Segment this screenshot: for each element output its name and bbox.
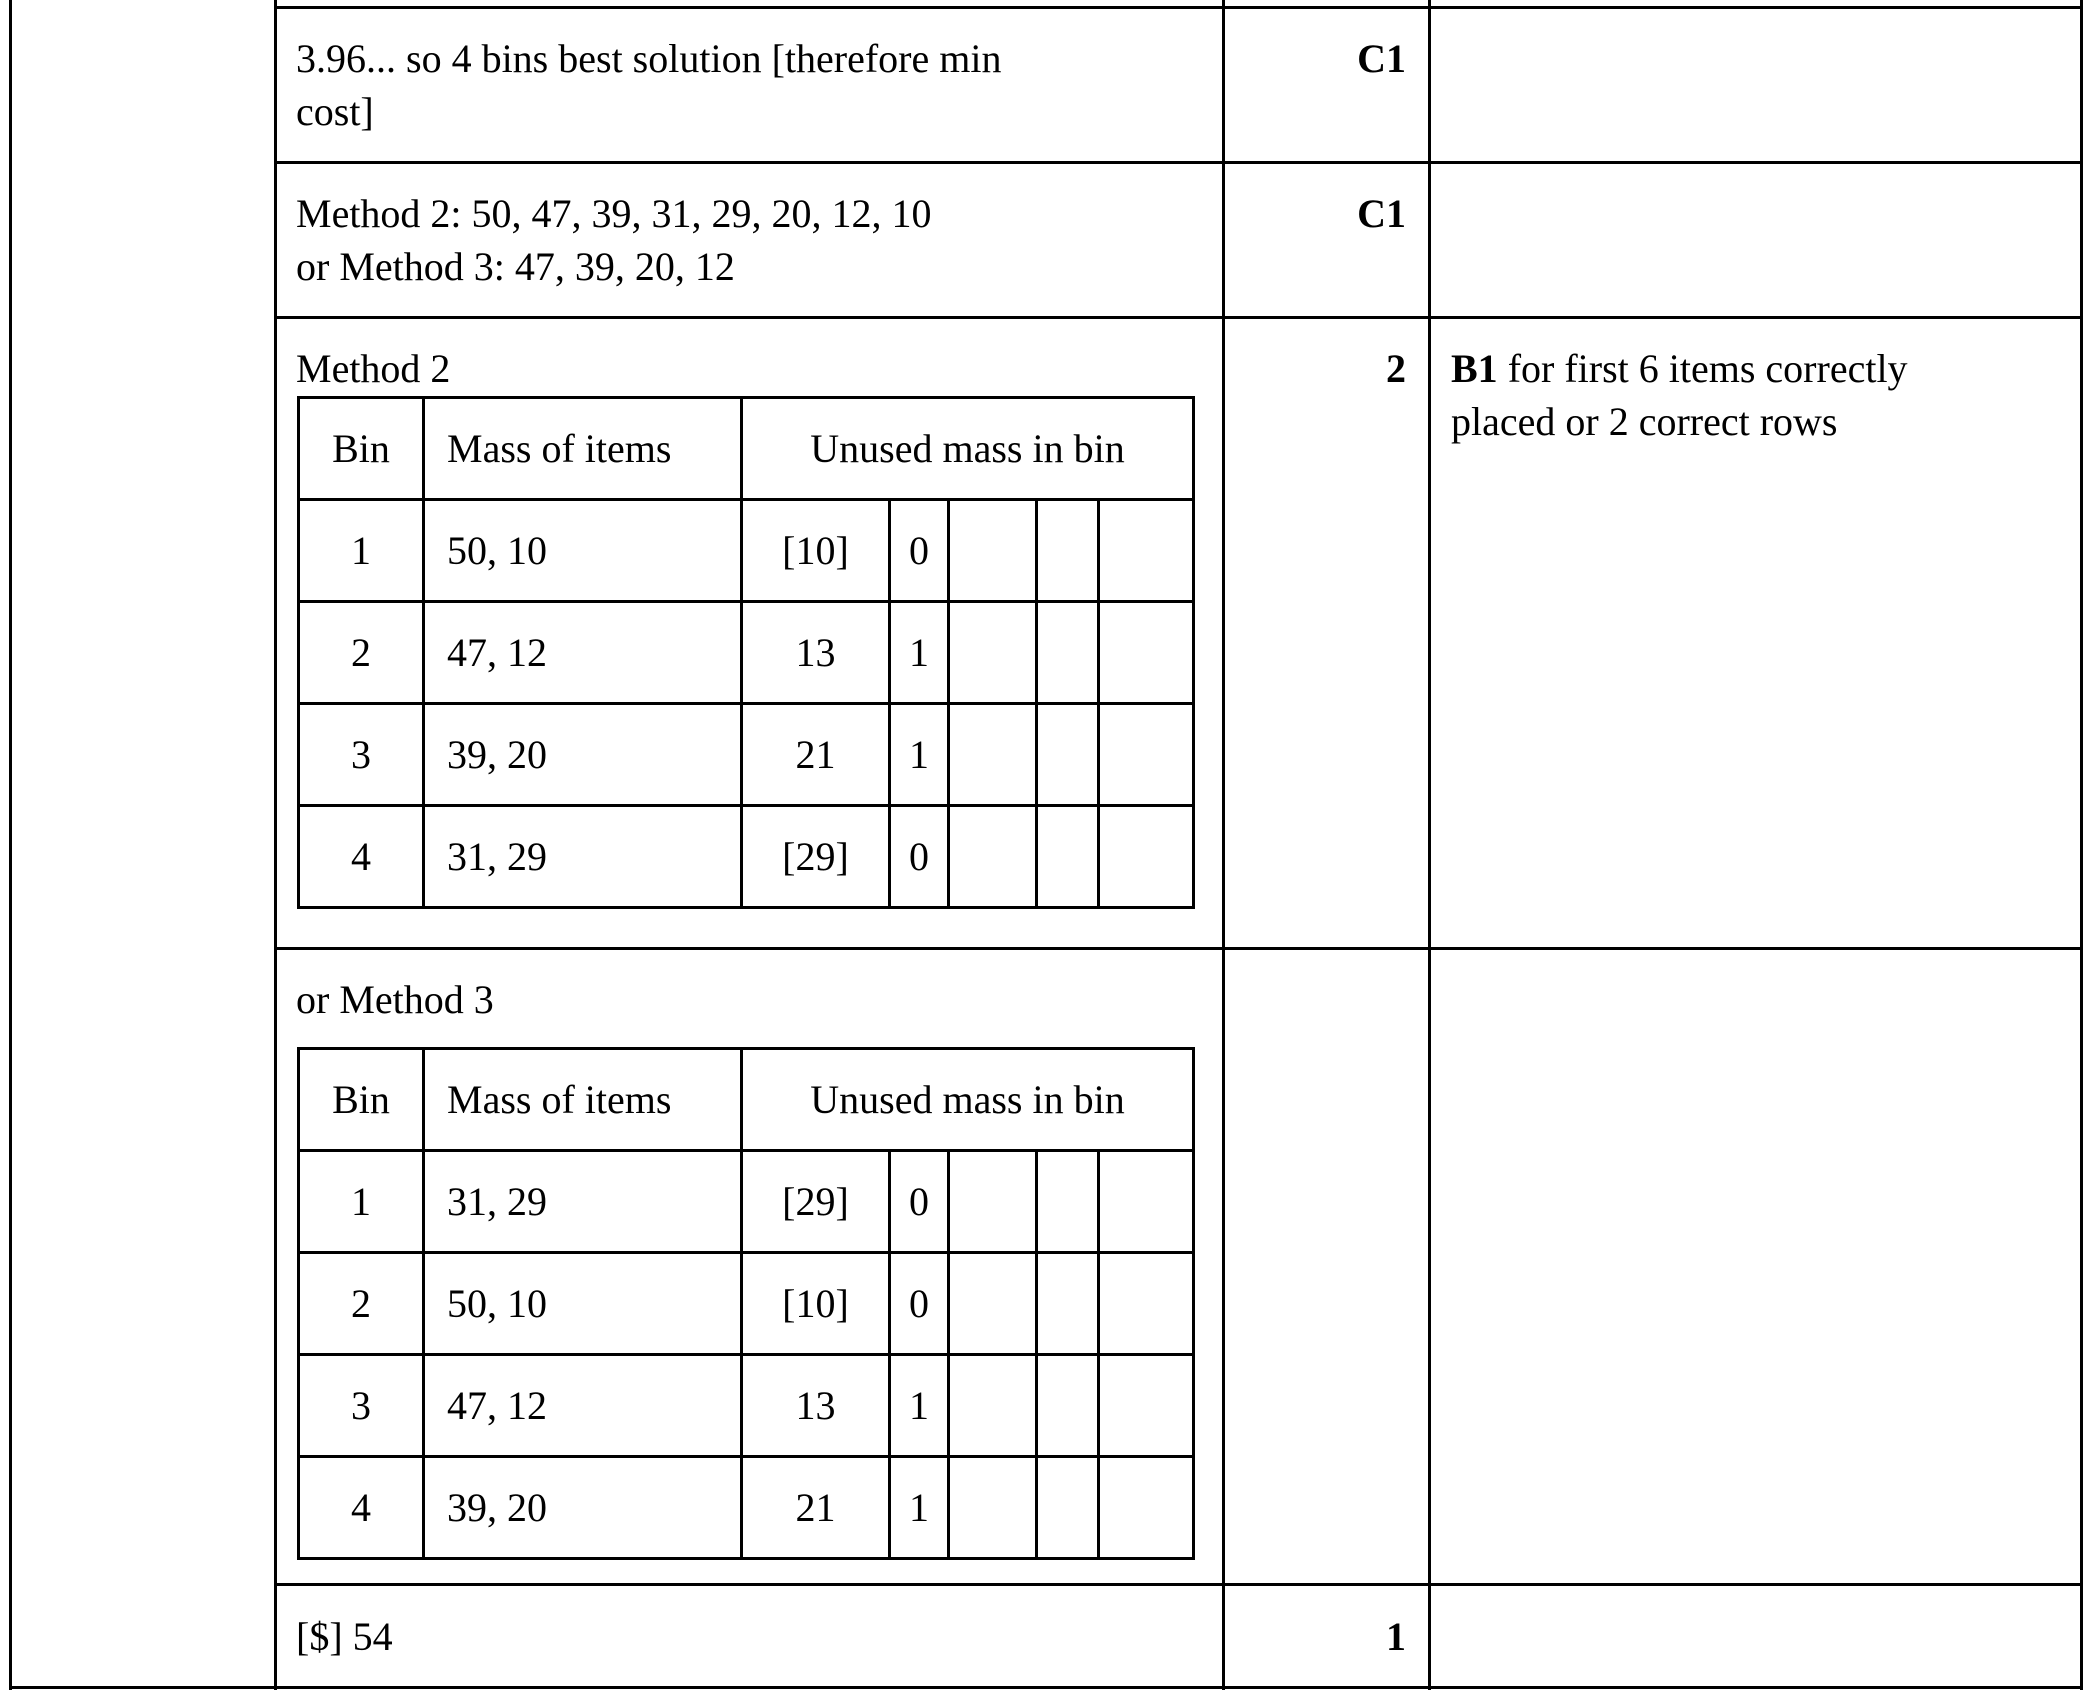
- method3-bin-table: [297, 1047, 1195, 1560]
- header-mass: Mass of items: [424, 1049, 742, 1151]
- header-bin: Bin: [299, 1049, 424, 1151]
- unused-4: [1037, 806, 1099, 908]
- unused-5: [1099, 704, 1194, 806]
- row-divider: [276, 161, 2082, 164]
- unused-2: 1: [890, 602, 949, 704]
- unused-4: [1037, 602, 1099, 704]
- table-row: [299, 1457, 1194, 1559]
- unused-5: [1099, 1253, 1194, 1355]
- guidance-mark-code: B1: [1451, 346, 1498, 391]
- unused-3: [949, 806, 1037, 908]
- header-mass: Mass of items: [424, 398, 742, 500]
- unused-2: 1: [890, 1457, 949, 1559]
- unused-3: [949, 704, 1037, 806]
- bin-number: 3: [299, 704, 424, 806]
- unused-4: [1037, 1355, 1099, 1457]
- unused-3: [949, 1253, 1037, 1355]
- bin-number: 4: [299, 806, 424, 908]
- method2-label: Method 2: [296, 346, 451, 391]
- unused-4: [1037, 1151, 1099, 1253]
- unused-4: [1037, 704, 1099, 806]
- unused-2: 0: [890, 1151, 949, 1253]
- unused-3: [949, 602, 1037, 704]
- table-row: [299, 500, 1194, 602]
- unused-5: [1099, 602, 1194, 704]
- unused-5: [1099, 500, 1194, 602]
- unused-4: [1037, 1253, 1099, 1355]
- unused-3: [949, 1355, 1037, 1457]
- table-row: [299, 806, 1194, 908]
- unused-1: [10]: [742, 500, 890, 602]
- bin-number: 3: [299, 1355, 424, 1457]
- unused-1: 21: [742, 1457, 890, 1559]
- unused-4: [1037, 500, 1099, 602]
- frame-bottom-border: [9, 1686, 2083, 1689]
- marks-column-divider: [1428, 0, 1431, 1690]
- unused-3: [949, 1457, 1037, 1559]
- bin-masses: 31, 29: [424, 1151, 742, 1253]
- row5-mark: 1: [1386, 1614, 1406, 1659]
- table-row: [299, 704, 1194, 806]
- bin-masses: 50, 10: [424, 500, 742, 602]
- table-row: [299, 602, 1194, 704]
- row-divider: [276, 6, 2082, 9]
- row3-mark: 2: [1386, 346, 1406, 391]
- bin-masses: 47, 12: [424, 1355, 742, 1457]
- row-divider: [276, 947, 2082, 950]
- unused-2: 1: [890, 1355, 949, 1457]
- bin-number: 2: [299, 1253, 424, 1355]
- bin-number: 1: [299, 500, 424, 602]
- unused-4: [1037, 1457, 1099, 1559]
- row3-guidance-notes: [1451, 342, 2061, 448]
- bin-masses: 39, 20: [424, 1457, 742, 1559]
- bin-masses: 47, 12: [424, 602, 742, 704]
- row2-answer-line1: Method 2: 50, 47, 39, 31, 29, 20, 12, 10: [296, 191, 932, 236]
- bin-number: 4: [299, 1457, 424, 1559]
- row1-answer-line1: 3.96... so 4 bins best solution [therefore min: [296, 36, 1002, 81]
- bin-masses: 31, 29: [424, 806, 742, 908]
- table-header-row: [299, 398, 1194, 500]
- guidance-line2: placed or 2 correct rows: [1451, 399, 1838, 444]
- method3-label: or Method 3: [296, 977, 494, 1022]
- unused-2: 1: [890, 704, 949, 806]
- guidance-line1: [1451, 342, 2061, 395]
- unused-1: [29]: [742, 806, 890, 908]
- header-unused: Unused mass in bin: [742, 1049, 1194, 1151]
- unused-3: [949, 500, 1037, 602]
- table-row: [299, 1355, 1194, 1457]
- unused-5: [1099, 1457, 1194, 1559]
- unused-5: [1099, 1355, 1194, 1457]
- answer-column-divider: [1222, 0, 1225, 1690]
- method2-bin-table: [297, 396, 1195, 909]
- question-column-divider: [274, 0, 277, 1690]
- unused-5: [1099, 1151, 1194, 1253]
- bin-masses: 39, 20: [424, 704, 742, 806]
- guidance-text-1: for first 6 items correctly: [1497, 346, 1908, 391]
- unused-1: 13: [742, 1355, 890, 1457]
- table-header-row: [299, 1049, 1194, 1151]
- row1-mark: C1: [1357, 36, 1406, 81]
- row2-answer-line2: or Method 3: 47, 39, 20, 12: [296, 244, 735, 289]
- unused-1: [29]: [742, 1151, 890, 1253]
- unused-1: 21: [742, 704, 890, 806]
- unused-5: [1099, 806, 1194, 908]
- table-row: [299, 1151, 1194, 1253]
- header-bin: Bin: [299, 398, 424, 500]
- unused-1: 13: [742, 602, 890, 704]
- row5-answer: [$] 54: [296, 1614, 393, 1659]
- unused-3: [949, 1151, 1037, 1253]
- header-unused: Unused mass in bin: [742, 398, 1194, 500]
- row-divider: [276, 1583, 2082, 1586]
- row2-mark: C1: [1357, 191, 1406, 236]
- unused-2: 0: [890, 1253, 949, 1355]
- table-row: [299, 1253, 1194, 1355]
- unused-1: [10]: [742, 1253, 890, 1355]
- frame-right-border: [2080, 0, 2083, 1690]
- row1-answer-line2: cost]: [296, 89, 374, 134]
- frame-left-border: [9, 0, 12, 1690]
- unused-2: 0: [890, 500, 949, 602]
- unused-2: 0: [890, 806, 949, 908]
- bin-number: 2: [299, 602, 424, 704]
- bin-number: 1: [299, 1151, 424, 1253]
- row-divider: [276, 316, 2082, 319]
- bin-masses: 50, 10: [424, 1253, 742, 1355]
